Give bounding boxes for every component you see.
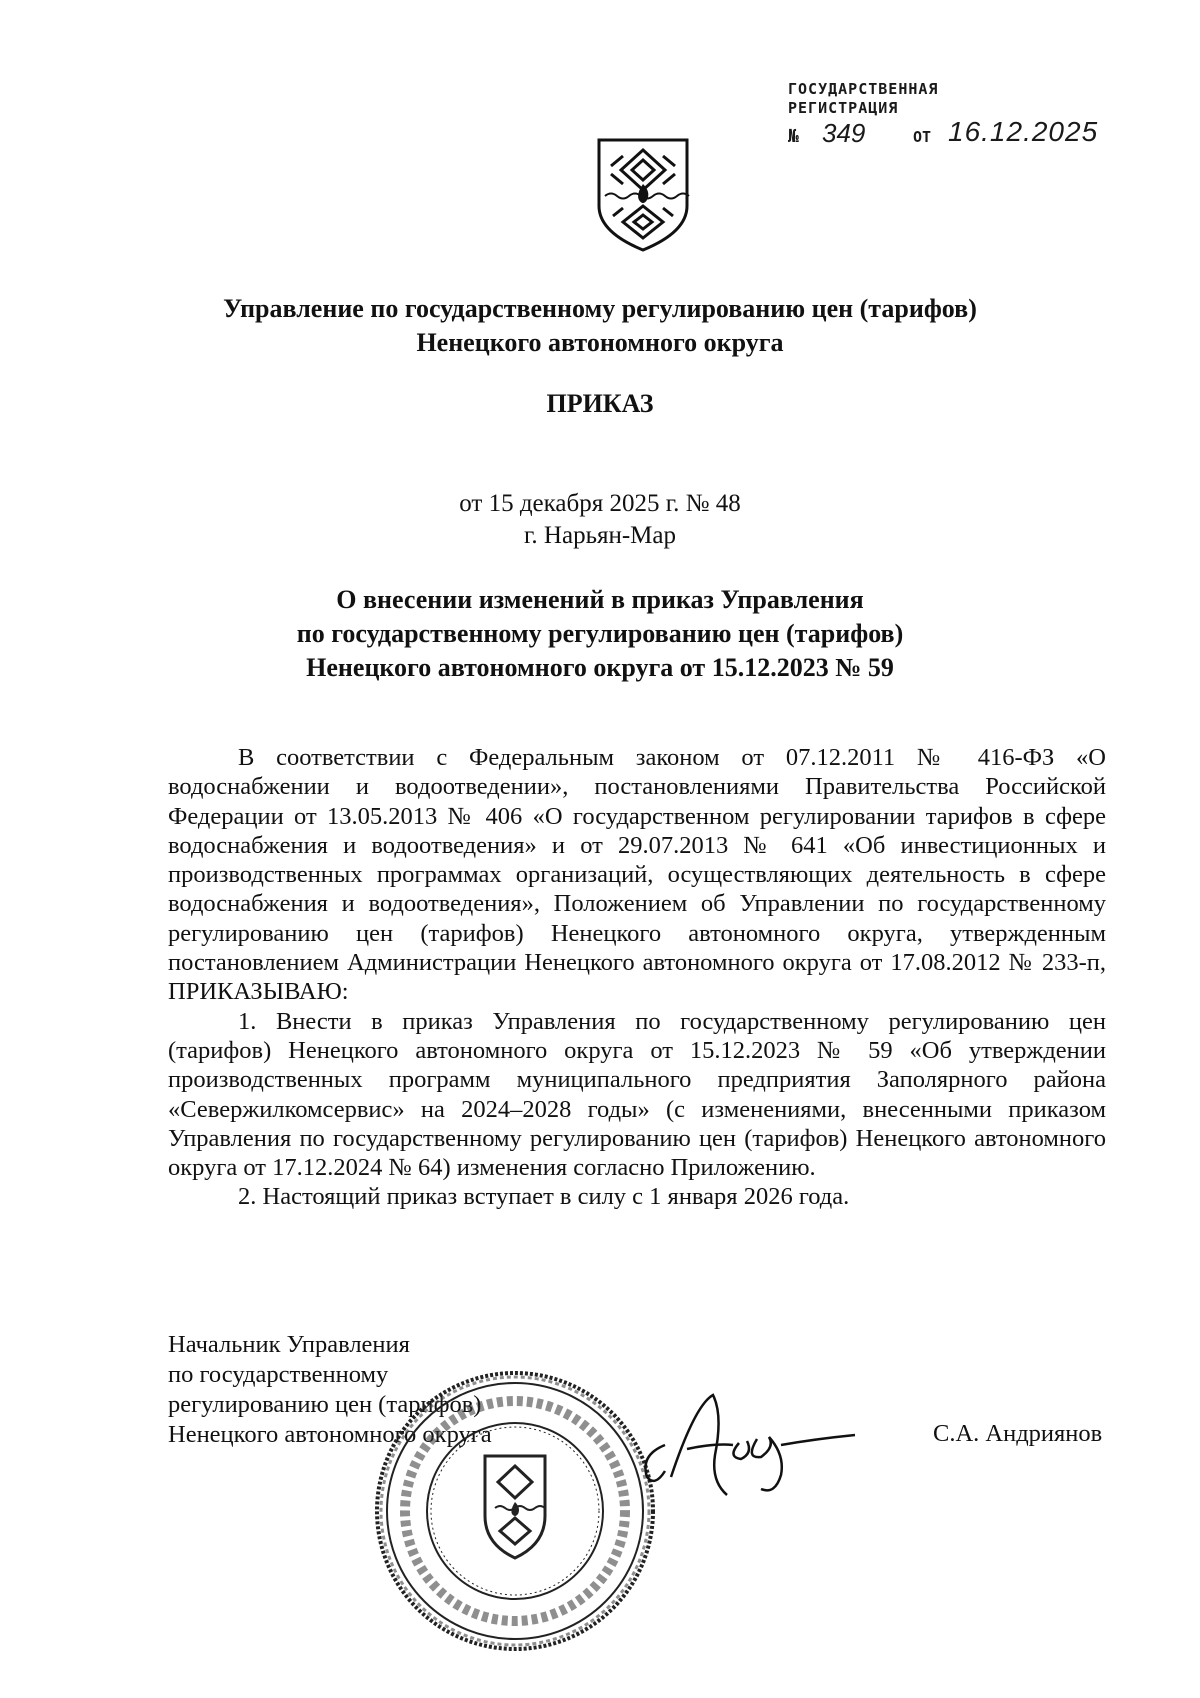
order-item-1: 1. Внести в приказ Управления по государственному регулированию цен (тарифов) Ненецкого автономного округа от 15.12.2023 № 59 «Об утверждении производственных программ муниципального предприятия Заполярного района «Севержилкомсервис» на 2024–2028 годы» (с изменениями, внесенными приказом Управления по государственному регулированию цен (тарифов) Ненецкого автономного округа от 17.12.2024 № 64) изменения согласно Приложению. <box>168 1007 1106 1182</box>
order-item-2: 2. Настоящий приказ вступает в силу с 1 января 2026 года. <box>238 1183 850 1211</box>
document-type: ПРИКАЗ <box>546 389 654 418</box>
registration-line2: РЕГИСТРАЦИЯ <box>788 99 899 117</box>
signatory-name: С.А. Андриянов <box>933 1420 1103 1447</box>
position-line4: Ненецкого автономного округа <box>168 1421 492 1448</box>
coat-of-arms-icon <box>593 136 693 259</box>
position-line2: по государственному <box>168 1361 389 1388</box>
document-body <box>168 743 1106 1212</box>
position-line1: Начальник Управления <box>168 1331 410 1358</box>
document-date-block <box>150 488 1050 552</box>
registration-stamp <box>788 80 1118 152</box>
title-line1: О внесении изменений в приказ Управления <box>336 585 864 614</box>
registration-number: 349 <box>822 118 866 148</box>
official-seal-icon <box>370 1366 660 1661</box>
title-line2: по государственному регулированию цен (тарифов) <box>296 619 904 648</box>
document-title <box>150 583 1050 685</box>
preamble-paragraph: В соответствии с Федеральным законом от 07.12.2011 № 416-ФЗ «О водоснабжении и водоотведении», постановлениями Правительства Российской Федерации от 13.05.2013 № 406 «О государственном регулировании тарифов в сфере водоснабжения и водоотведения» и от 29.07.2013 № 641 «Об инвестиционных и производственных программах организаций, осуществляющих деятельность в сфере водоснабжения и водоотведения», Положением об Управлении по государственному регулированию цен (тарифов) Ненецкого автономного округа, утвержденным постановлением Администрации Ненецкого автономного округа от 17.08.2012 № 233-п, ПРИКАЗЫВАЮ: <box>168 744 1106 1006</box>
agency-name <box>150 292 1050 360</box>
agency-line1: Управление по государственному регулированию цен (тарифов) <box>223 294 977 323</box>
handwritten-signature-icon <box>635 1385 865 1510</box>
document-date: от 15 декабря 2025 г. № 48 <box>459 490 741 517</box>
registration-date: 16.12.2025 <box>948 116 1099 147</box>
registration-row <box>788 116 1118 152</box>
agency-line2: Ненецкого автономного округа <box>416 328 784 357</box>
document-place: г. Нарьян-Мар <box>523 522 676 549</box>
title-line3: Ненецкого автономного округа от 15.12.2023 № 59 <box>306 653 894 682</box>
registration-date-prefix: ОТ <box>913 128 932 146</box>
registration-number-label: № <box>788 126 799 147</box>
registration-line1: ГОСУДАРСТВЕННАЯ <box>788 80 939 98</box>
position-line3: регулированию цен (тарифов) <box>168 1391 482 1418</box>
